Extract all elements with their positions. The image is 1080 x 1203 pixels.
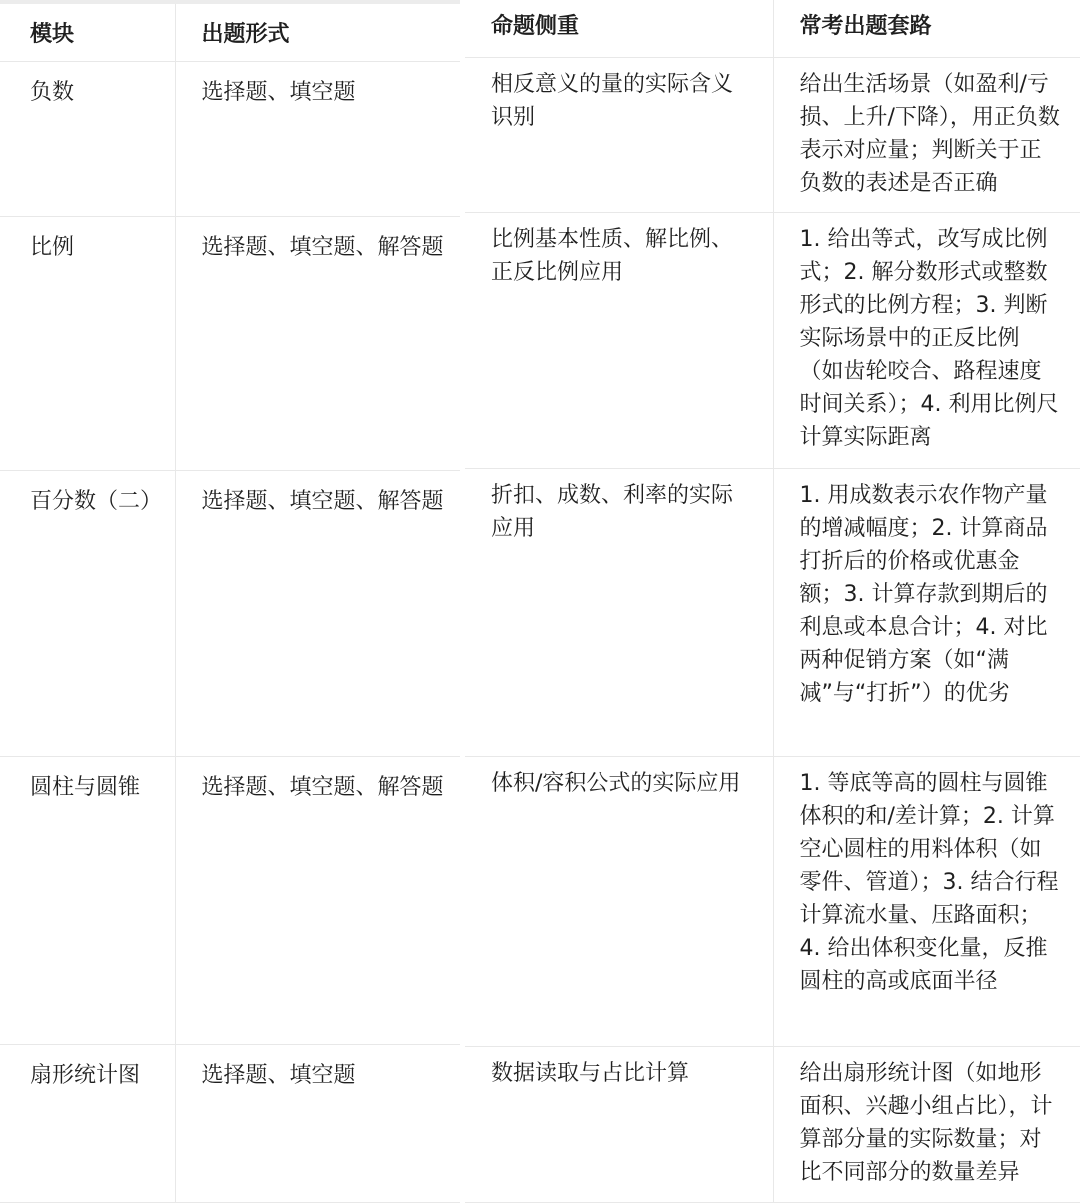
table-row xyxy=(465,756,1080,1046)
header-row xyxy=(465,0,1080,57)
table-right-panel xyxy=(465,0,1080,1202)
row-format: 选择题、填空题、解答题 xyxy=(175,216,460,470)
row-format: 选择题、填空题 xyxy=(175,1044,460,1202)
table-row xyxy=(0,756,460,1044)
row-focus: 数据读取与占比计算 xyxy=(465,1046,773,1202)
focus-routine-table xyxy=(465,0,1080,1203)
row-routine: 给出生活场景（如盈利/亏损、上升/下降），用正负数表示对应量；判断关于正负数的表述是否正确 xyxy=(773,57,1080,212)
row-routine: 1. 等底等高的圆柱与圆锥体积的和/差计算；2. 计算空心圆柱的用料体积（如零件、管道）；3. 结合行程计算流水量、压路面积；4. 给出体积变化量，反推圆柱的高或底面半径 xyxy=(773,756,1080,1046)
row-routine: 1. 用成数表示农作物产量的增减幅度；2. 计算商品打折后的价格或优惠金额；3. 计算存款到期后的利息或本息合计；4. 对比两种促销方案（如“满减”与“打折”）的优劣 xyxy=(773,468,1080,756)
row-focus: 相反意义的量的实际含义识别 xyxy=(465,57,773,212)
header-routine: 常考出题套路 xyxy=(773,0,1080,57)
row-routine: 给出扇形统计图（如地形面积、兴趣小组占比），计算部分量的实际数量；对比不同部分的数量差异 xyxy=(773,1046,1080,1202)
header-row xyxy=(0,4,460,61)
table-row xyxy=(465,468,1080,756)
row-format: 选择题、填空题 xyxy=(175,61,460,216)
row-format: 选择题、填空题、解答题 xyxy=(175,470,460,756)
header-format: 出题形式 xyxy=(175,4,460,61)
row-focus: 体积/容积公式的实际应用 xyxy=(465,756,773,1046)
row-routine: 1. 给出等式，改写成比例式；2. 解分数形式或整数形式的比例方程；3. 判断实际场景中的正反比例（如齿轮咬合、路程速度时间关系）；4. 利用比例尺计算实际距离 xyxy=(773,212,1080,468)
row-focus: 折扣、成数、利率的实际应用 xyxy=(465,468,773,756)
row-module: 圆柱与圆锥 xyxy=(0,756,175,1044)
table-row xyxy=(0,216,460,470)
table-row xyxy=(465,212,1080,468)
row-module: 百分数（二） xyxy=(0,470,175,756)
module-format-table xyxy=(0,4,460,1203)
row-module: 比例 xyxy=(0,216,175,470)
row-focus: 比例基本性质、解比例、正反比例应用 xyxy=(465,212,773,468)
header-focus: 命题侧重 xyxy=(465,0,773,57)
row-module: 负数 xyxy=(0,61,175,216)
table-row xyxy=(465,57,1080,212)
header-module: 模块 xyxy=(0,4,175,61)
row-module: 扇形统计图 xyxy=(0,1044,175,1202)
table-left-panel xyxy=(0,0,460,1202)
table-row xyxy=(0,1044,460,1202)
table-row xyxy=(0,61,460,216)
row-format: 选择题、填空题、解答题 xyxy=(175,756,460,1044)
table-row xyxy=(465,1046,1080,1202)
table-row xyxy=(0,470,460,756)
